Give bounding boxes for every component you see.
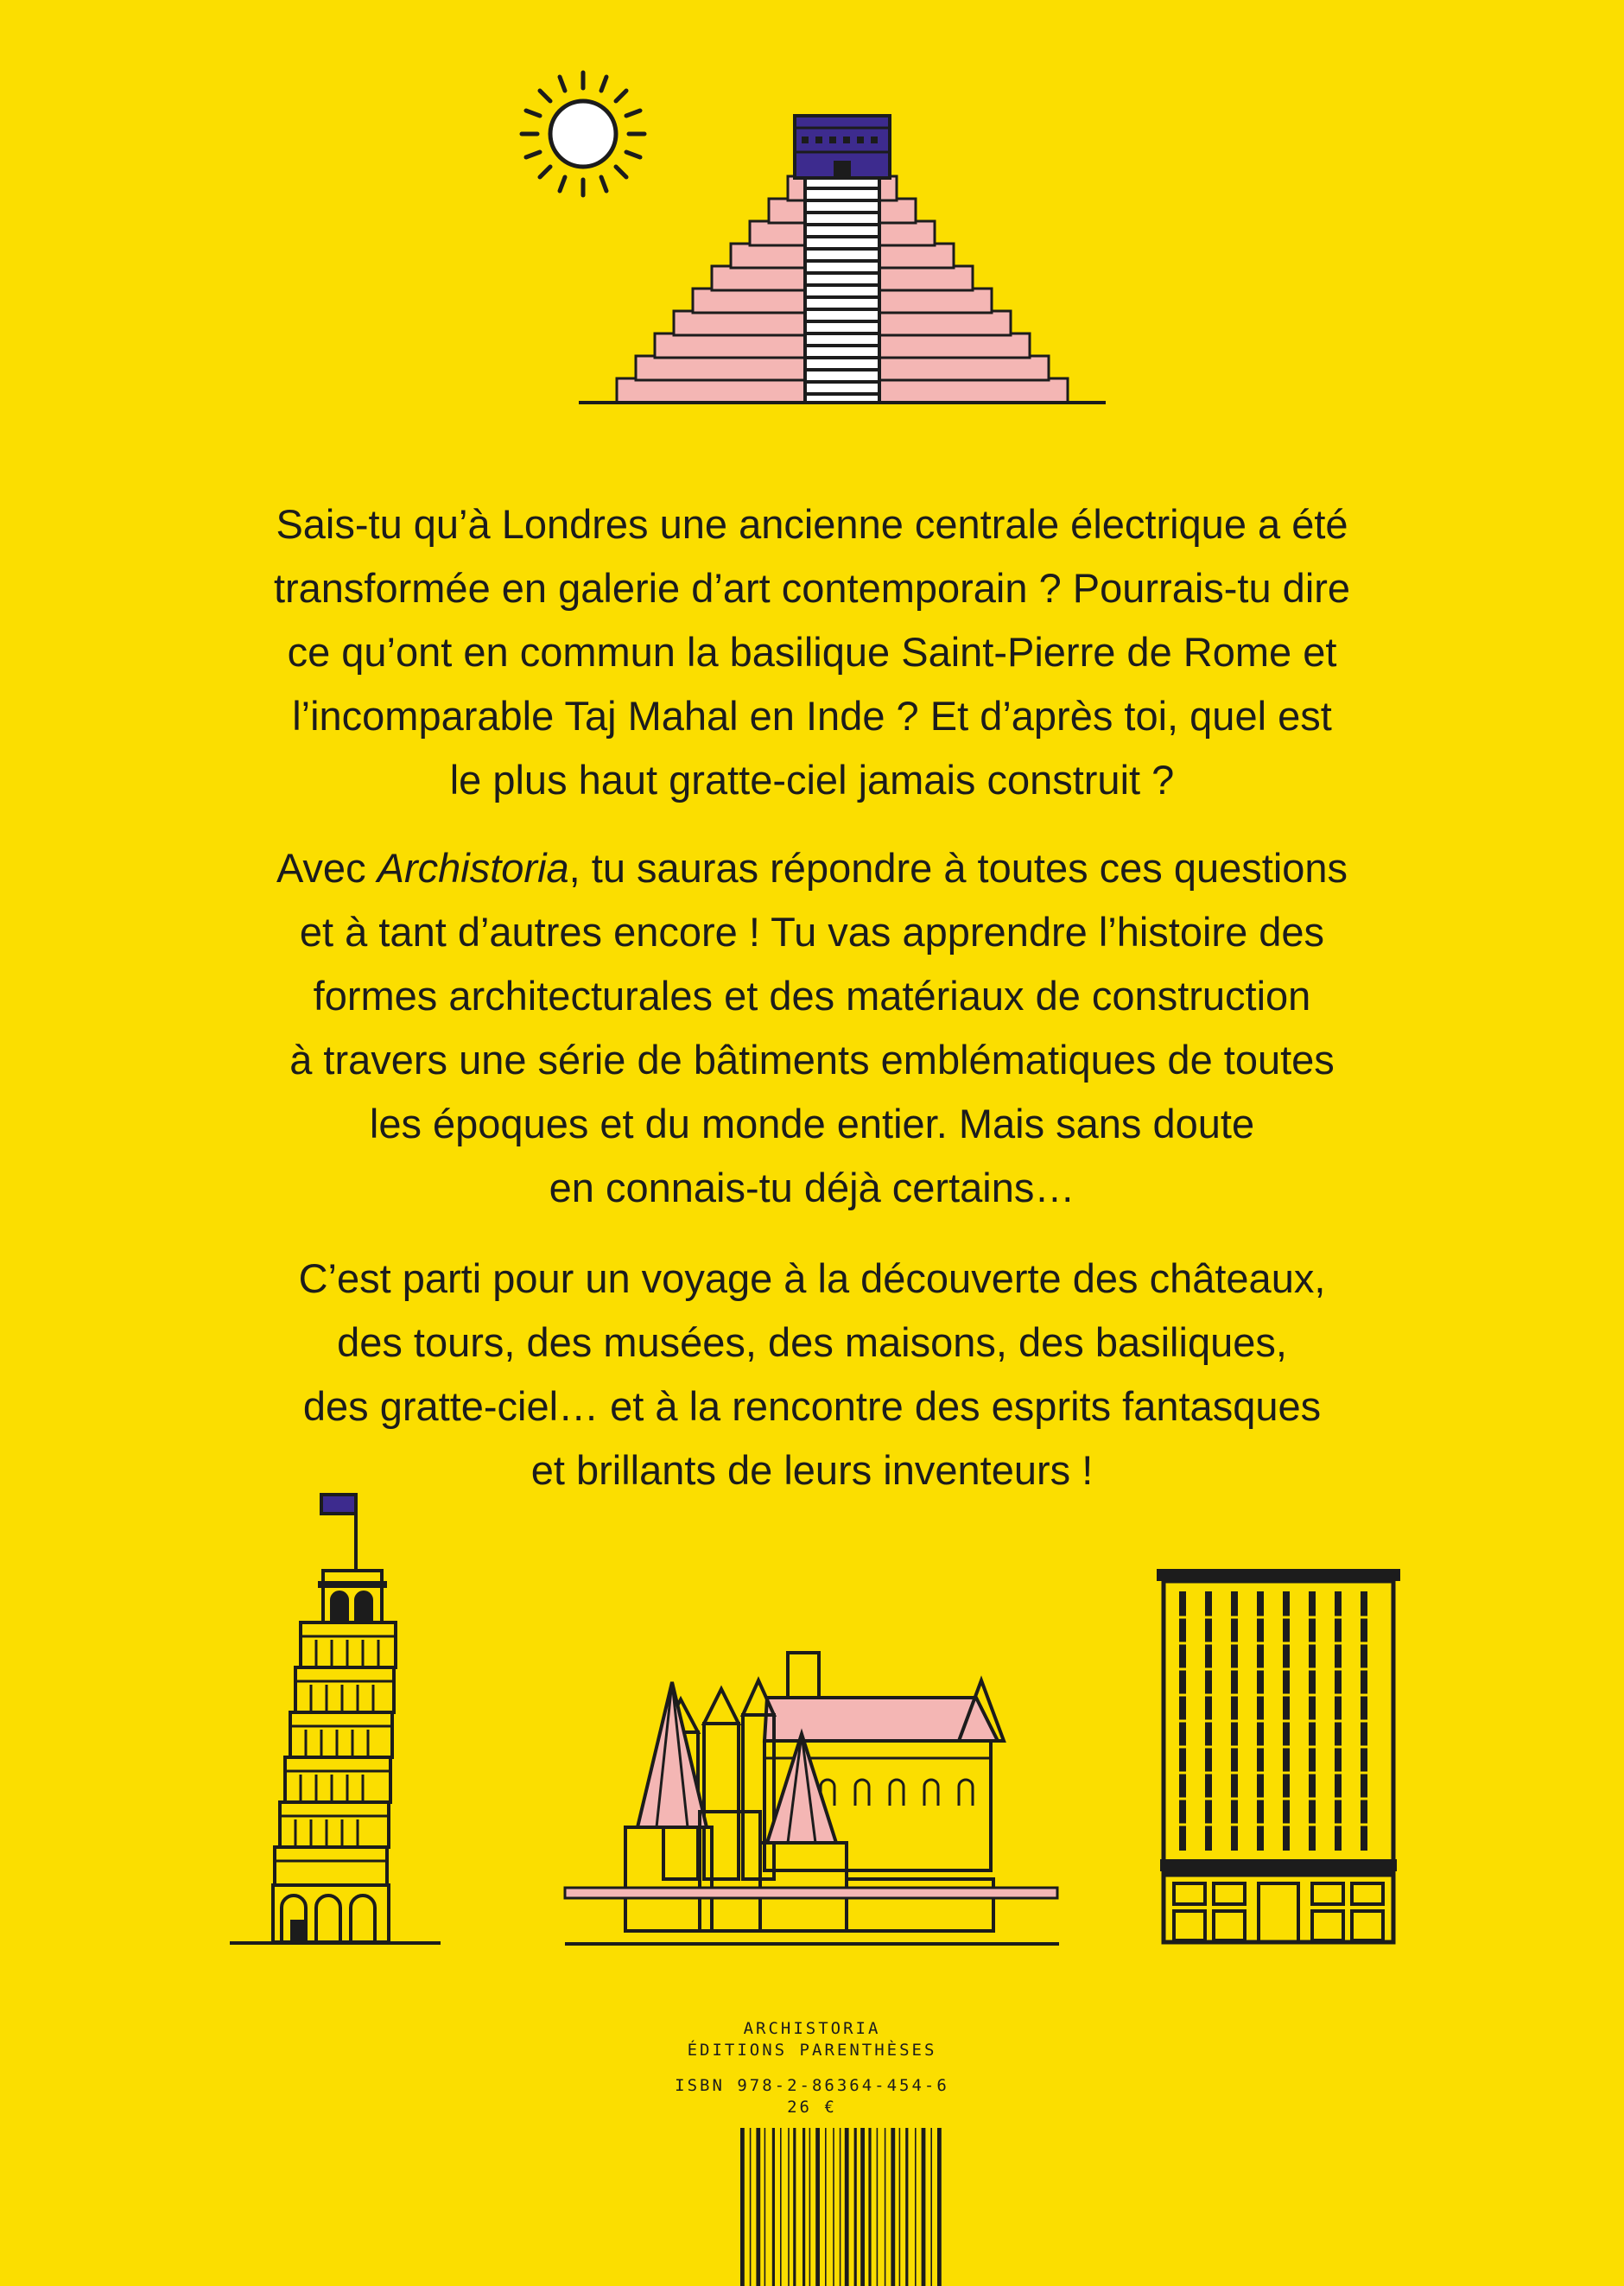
blurb-line: transformée en galerie d’art contemporain ? Pourrais-tu dire <box>273 565 1351 611</box>
blurb-line: et brillants de leurs inventeurs ! <box>530 1447 1094 1493</box>
barcode-bar <box>860 2128 865 2286</box>
barcode-bar <box>833 2128 834 2286</box>
barcode-bar <box>854 2128 857 2286</box>
barcode-bar <box>845 2128 849 2286</box>
colophon-title: ARCHISTORIA <box>743 2019 881 2038</box>
barcode-bar <box>815 2128 820 2286</box>
blurb-paragraph-3 <box>164 1247 1460 1502</box>
barcode-bar <box>891 2128 895 2286</box>
blurb-text: , tu sauras répondre à toutes ces questions <box>568 845 1348 891</box>
blurb-line: des gratte-ciel… et à la rencontre des esprits fantasques <box>302 1383 1322 1429</box>
blurb-line: formes architecturales et des matériaux de construction <box>313 973 1311 1019</box>
barcode-bar <box>877 2128 879 2286</box>
blurb-paragraph-2 <box>164 836 1460 1220</box>
barcode-bar <box>868 2128 871 2286</box>
barcode-bar <box>802 2128 805 2286</box>
barcode <box>739 2128 948 2286</box>
blurb-paragraph-1 <box>164 492 1460 812</box>
blurb-line: C’est parti pour un voyage à la découverte des châteaux, <box>298 1255 1326 1301</box>
barcode-bar <box>793 2128 796 2286</box>
barcode-bar <box>915 2128 917 2286</box>
blurb-line: Sais-tu qu’à Londres une ancienne centrale électrique a été <box>276 501 1348 547</box>
blurb-line: les époques et du monde entier. Mais sans doute <box>369 1101 1255 1146</box>
barcode-bar <box>840 2128 841 2286</box>
blurb-line: l’incomparable Taj Mahal en Inde ? Et d’après toi, quel est <box>292 693 1332 739</box>
blurb-line: ce qu’ont en commun la basilique Saint-Pierre de Rome et <box>287 629 1337 675</box>
blurb-line <box>164 836 1460 900</box>
colophon <box>639 2018 985 2118</box>
colophon-publisher: ÉDITIONS PARENTHÈSES <box>687 2041 937 2060</box>
barcode-bar <box>756 2128 760 2286</box>
blurb-text: Avec <box>276 845 377 891</box>
barcode-bar <box>905 2128 908 2286</box>
barcode-bar <box>825 2128 827 2286</box>
barcode-bar <box>750 2128 752 2286</box>
barcode-bar <box>899 2128 901 2286</box>
isbn-text: ISBN 978-2-86364-454-6 <box>675 2076 949 2095</box>
barcode-bar <box>740 2128 745 2286</box>
barcode-bar <box>885 2128 886 2286</box>
barcode-bar <box>772 2128 775 2286</box>
price-text: 26 € <box>787 2098 837 2117</box>
barcode-bar <box>788 2128 790 2286</box>
blurb-line: à travers une série de bâtiments emblématiques de toutes <box>289 1037 1335 1083</box>
barcode-bar <box>922 2128 926 2286</box>
barcode-bar <box>780 2128 782 2286</box>
blurb-line: des tours, des musées, des maisons, des basiliques, <box>337 1319 1287 1365</box>
leaning-tower-icon <box>226 1488 451 1946</box>
skyscraper-icon <box>1153 1565 1404 1946</box>
barcode-bar <box>937 2128 942 2286</box>
blurb-line: en connais-tu déjà certains… <box>549 1165 1075 1210</box>
barcode-bar <box>930 2128 932 2286</box>
blurb-line: le plus haut gratte-ciel jamais construit ? <box>449 757 1175 803</box>
barcode-bar <box>764 2128 766 2286</box>
barcode-bar <box>809 2128 811 2286</box>
blurb-line: et à tant d’autres encore ! Tu vas apprendre l’histoire des <box>299 909 1325 955</box>
castle-icon <box>561 1646 1063 1948</box>
book-title: Archistoria <box>377 845 569 891</box>
pyramid-icon <box>579 111 1106 409</box>
